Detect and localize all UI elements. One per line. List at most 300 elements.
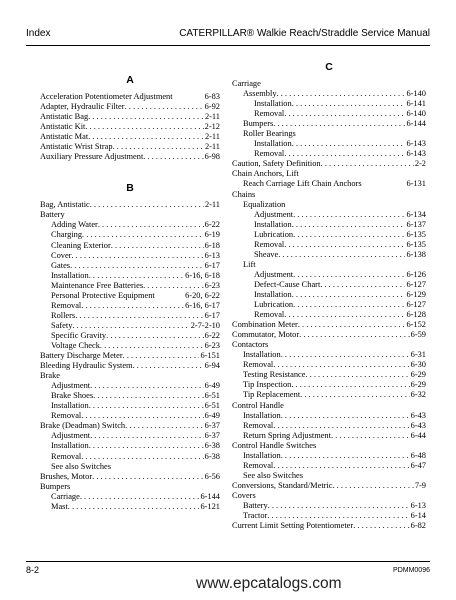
dot-leader [113, 142, 204, 152]
entry-term: Battery Discharge Meter [40, 351, 123, 361]
dot-leader [291, 380, 409, 390]
index-entry [40, 142, 220, 152]
index-entry [40, 381, 220, 391]
dot-leader [273, 360, 409, 370]
entry-page-ref: 6-143 [406, 139, 426, 149]
dot-leader [281, 451, 410, 461]
entry-page-ref: 6-137 [406, 219, 426, 229]
index-entry [232, 521, 426, 531]
entry-page-ref: 6-22 [204, 220, 220, 230]
entry-term: Acceleration Potentiometer Adjustment [40, 92, 173, 101]
dot-leader [90, 200, 204, 210]
dot-leader [293, 210, 405, 220]
index-entry [232, 370, 426, 380]
dot-leader [284, 149, 405, 159]
index-entry [40, 441, 220, 451]
entry-page-ref: 2-11 [204, 132, 220, 142]
entry-term: Mast [51, 501, 68, 511]
entry-page-ref: 6-82 [410, 521, 426, 531]
index-entry [232, 250, 426, 260]
index-entry [40, 102, 220, 112]
entry-page-ref: 6-135 [406, 239, 426, 249]
entry-page-ref: 6-38 [204, 441, 220, 451]
entry-term: Personal Protective Equipment [51, 290, 155, 300]
index-entry [232, 200, 426, 210]
entry-term: Adjustment [254, 269, 294, 279]
entry-term: Tractor [243, 511, 268, 521]
dot-leader [292, 139, 406, 149]
index-entry [232, 290, 426, 300]
entry-page-ref: 6-48 [410, 450, 426, 460]
entry-term: Removal [243, 460, 274, 470]
entry-page-ref: 6-135 [406, 229, 426, 239]
entry-term: Battery [243, 500, 268, 510]
dot-leader [268, 501, 410, 511]
entry-term: Covers [232, 490, 256, 500]
entry-page-ref: 6-144 [406, 119, 426, 129]
entry-page-ref: 6-20, 6-22 [185, 290, 220, 300]
dot-leader [321, 159, 414, 169]
index-entry [232, 89, 426, 99]
index-entry [232, 451, 426, 461]
entry-term: Installation [243, 450, 281, 460]
entry-page-ref: 6-121 [200, 501, 220, 511]
entry-term: Installation [51, 441, 89, 451]
dot-leader [125, 421, 204, 431]
index-entry [232, 431, 426, 441]
entry-term: Antistatic Bag [40, 112, 89, 122]
entry-page-ref: 6-134 [406, 209, 426, 219]
dot-leader [90, 431, 204, 441]
entry-term: Chain Anchors, Lift [232, 169, 299, 179]
index-entry [232, 280, 426, 290]
entry-term: Bumpers [40, 481, 71, 491]
entry-page-ref: 6-83 [204, 92, 220, 101]
entry-term: Control Handle Switches [232, 440, 317, 450]
entry-term: Brake [40, 371, 60, 381]
dot-leader [133, 361, 204, 371]
dot-leader [98, 220, 204, 230]
entry-term: Installation [51, 270, 89, 280]
index-entry [40, 152, 220, 162]
dot-leader [281, 411, 410, 421]
index-entry [232, 491, 426, 501]
index-entry [40, 271, 220, 281]
index-entry [232, 461, 426, 471]
dot-leader [284, 310, 405, 320]
entry-page-ref: 6-140 [406, 89, 426, 99]
dot-leader [89, 441, 204, 451]
entry-page-ref: 6-17 [204, 260, 220, 270]
index-entry [232, 99, 426, 109]
dot-leader [106, 331, 204, 341]
index-entry [40, 291, 220, 301]
entry-page-ref: 2-11 [204, 112, 220, 122]
index-entry [232, 119, 426, 129]
index-entry [232, 501, 426, 511]
index-entry [232, 340, 426, 350]
entry-term: Bumpers [243, 119, 274, 129]
footer-document-code: PDMM0096 [393, 567, 430, 574]
index-entry [40, 351, 220, 361]
entry-page-ref: 6-131 [406, 179, 426, 189]
entry-page-ref: 6-43 [410, 410, 426, 420]
entry-page-ref: 6-13 [410, 500, 426, 510]
dot-leader [292, 99, 406, 109]
entry-page-ref: 6-23 [204, 280, 220, 290]
index-entry [40, 331, 220, 341]
index-entry [232, 350, 426, 360]
dot-leader [284, 109, 405, 119]
index-entry [40, 321, 220, 331]
entry-term: Removal [51, 451, 82, 461]
index-entry [232, 210, 426, 220]
index-entry [232, 511, 426, 521]
dot-leader [72, 321, 189, 331]
header-manual-title: CATERPILLAR® Walkie Reach/Straddle Service Manual [179, 28, 430, 39]
entry-page-ref: 6-49 [204, 381, 220, 391]
entry-term: Brushes, Motor [40, 471, 93, 481]
index-entry [40, 112, 220, 122]
index-entry [40, 452, 220, 462]
entry-term: Removal [243, 420, 274, 430]
entry-term: Installation [254, 99, 292, 109]
dot-leader [273, 421, 409, 431]
entry-term: See also Switches [51, 461, 112, 471]
entry-page-ref: 6-32 [410, 390, 426, 400]
index-entry [40, 492, 220, 502]
index-entry [40, 482, 220, 492]
dot-leader [89, 401, 204, 411]
entry-term: Contactors [232, 340, 269, 350]
entry-term: Lubrication [254, 229, 294, 239]
entry-term: See also Switches [243, 470, 304, 480]
entry-term: Antistatic Wrist Strap [40, 142, 113, 152]
entry-page-ref: 6-127 [406, 279, 426, 289]
index-entry [40, 281, 220, 291]
entry-page-ref: 6-128 [406, 310, 426, 320]
entry-term: Testing Resistance [243, 370, 306, 380]
entry-page-ref: 6-151 [200, 351, 220, 361]
entry-page-ref: 6-141 [406, 99, 426, 109]
entry-term: Specific Gravity [51, 330, 107, 340]
entry-term: Installation [243, 410, 281, 420]
entry-page-ref: 6-31 [410, 350, 426, 360]
entry-term: Equalization [243, 199, 286, 209]
entry-term: Adapter, Hydraulic Filter [40, 102, 125, 112]
index-entry [232, 179, 426, 189]
index-entry [232, 421, 426, 431]
entry-term: Adjustment [254, 209, 294, 219]
index-entry [232, 300, 426, 310]
entry-term: Antistatic Kit [40, 122, 86, 132]
entry-page-ref: 7-9 [414, 480, 426, 490]
entry-term: Charging [51, 230, 83, 240]
entry-term: Voltage Check [51, 340, 100, 350]
index-entry [232, 109, 426, 119]
entry-page-ref: 6-16, 6-17 [185, 300, 220, 310]
entry-page-ref: 6-126 [406, 269, 426, 279]
entry-page-ref: 6-98 [204, 152, 220, 162]
entry-term: Carriage [232, 79, 261, 88]
index-entry [40, 421, 220, 431]
entry-term: Assembly [243, 89, 277, 99]
entry-page-ref: 6-13 [204, 250, 220, 260]
entry-term: Brake (Deadman) Switch [40, 421, 126, 431]
entry-term: Bag, Antistatic [40, 200, 90, 210]
entry-page-ref: 6-140 [406, 109, 426, 119]
entry-page-ref: 6-30 [410, 360, 426, 370]
entry-term: Carriage [51, 491, 80, 501]
entry-page-ref: 6-17 [204, 310, 220, 320]
entry-page-ref: 6-94 [204, 361, 220, 371]
dot-leader [143, 281, 204, 291]
entry-page-ref: 2-11 [204, 142, 220, 152]
entry-page-ref: 2-7-2-10 [190, 320, 220, 330]
dot-leader [273, 461, 409, 471]
dot-leader [278, 250, 405, 260]
index-entry [40, 122, 220, 132]
entry-term: Commutator, Motor [232, 330, 300, 340]
section-letter: C [325, 61, 333, 73]
entry-page-ref: 6-16, 6-18 [185, 270, 220, 280]
entry-page-ref: 6-22 [204, 330, 220, 340]
entry-term: Safety [51, 320, 73, 330]
index-entry [232, 471, 426, 481]
entry-term: Reach Carriage Lift Chain Anchors [243, 179, 362, 189]
index-entry [232, 481, 426, 491]
dot-leader [93, 391, 204, 401]
dot-leader [70, 261, 204, 271]
entry-page-ref: 6-92 [204, 102, 220, 112]
dot-leader [81, 452, 203, 462]
entry-page-ref: 6-138 [406, 249, 426, 259]
entry-term: Maintenance Free Batteries [51, 280, 144, 290]
entry-term: Removal [254, 310, 285, 320]
entry-page-ref: 6-29 [410, 370, 426, 380]
entry-term: Combination Meter [232, 320, 298, 330]
index-entry [40, 462, 220, 472]
index-column-right [232, 0, 426, 531]
index-entry [232, 390, 426, 400]
entry-term: Battery [40, 210, 65, 220]
index-entry [232, 360, 426, 370]
dot-leader [332, 481, 413, 491]
entry-term: Tip Inspection [243, 380, 292, 390]
dot-leader [125, 102, 204, 112]
dot-leader [81, 301, 184, 311]
dot-leader [90, 381, 204, 391]
entry-page-ref: 6-47 [410, 460, 426, 470]
index-entry [40, 431, 220, 441]
entry-page-ref: 6-152 [406, 320, 426, 330]
entry-page-ref: 2-11 [204, 200, 220, 210]
entry-page-ref: 6-51 [204, 401, 220, 411]
section-letter: B [126, 182, 134, 195]
index-entry [40, 132, 220, 142]
index-entry [232, 330, 426, 340]
entry-page-ref: 6-56 [204, 471, 220, 481]
entry-term: Adjustment [51, 431, 91, 441]
entry-term: Control Handle [232, 400, 284, 410]
dot-leader [273, 119, 405, 129]
dot-leader [100, 341, 204, 351]
entry-page-ref: 6-38 [204, 451, 220, 461]
entry-term: Installation [254, 289, 292, 299]
index-entry [232, 129, 426, 139]
entry-page-ref: 6-51 [204, 391, 220, 401]
dot-leader [68, 502, 200, 512]
dot-leader [293, 270, 405, 280]
dot-leader [320, 280, 405, 290]
dot-leader [293, 300, 405, 310]
entry-page-ref: 6-43 [410, 420, 426, 430]
dot-leader [143, 152, 203, 162]
entry-term: Lift [243, 259, 256, 269]
entry-term: Removal [254, 109, 285, 119]
index-entry [232, 190, 426, 200]
entry-page-ref: 6-127 [406, 300, 426, 310]
dot-leader [111, 241, 204, 251]
entry-term: Removal [243, 360, 274, 370]
entry-term: Installation [254, 139, 292, 149]
dot-leader [353, 521, 409, 531]
entry-term: Tip Replacement [243, 390, 301, 400]
index-entry [40, 411, 220, 421]
dot-leader [281, 350, 410, 360]
entry-page-ref: 6-59 [410, 330, 426, 340]
index-entry [40, 391, 220, 401]
header-section-title: Index [26, 28, 51, 39]
index-entry [40, 341, 220, 351]
entry-term: Chains [232, 189, 256, 199]
dot-leader [88, 112, 204, 122]
index-entry [232, 270, 426, 280]
dot-leader [267, 511, 409, 521]
dot-leader [305, 370, 409, 380]
dot-leader [331, 431, 410, 441]
dot-leader [92, 472, 204, 482]
entry-term: Bleeding Hydraulic System [40, 361, 133, 371]
index-entry [232, 260, 426, 270]
dot-leader [85, 122, 203, 132]
index-entry [40, 311, 220, 321]
entry-page-ref: 6-14 [410, 511, 426, 521]
entry-page-ref: 6-37 [204, 421, 220, 431]
index-entry [232, 401, 426, 411]
dot-leader [71, 251, 203, 261]
index-entry [40, 371, 220, 381]
entry-page-ref: 6-44 [410, 430, 426, 440]
entry-term: Brake Shoes [51, 391, 94, 401]
entry-page-ref: 6-49 [204, 411, 220, 421]
entry-term: Rollers [51, 310, 76, 320]
index-entry [40, 210, 220, 220]
index-entry [40, 502, 220, 512]
dot-leader [82, 230, 204, 240]
dot-leader [89, 271, 184, 281]
dot-leader [277, 89, 406, 99]
entry-term: Removal [51, 300, 82, 310]
entry-term: Removal [254, 149, 285, 159]
entry-term: Defect-Cause Chart [254, 279, 321, 289]
dot-leader [300, 390, 409, 400]
entry-page-ref: 6-23 [204, 340, 220, 350]
dot-leader [299, 330, 410, 340]
entry-term: Caution, Safety Definition [232, 159, 321, 169]
entry-term: Conversions, Standard/Metric [232, 480, 333, 490]
index-entry [40, 220, 220, 230]
index-entry [232, 320, 426, 330]
entry-page-ref: 6-129 [406, 289, 426, 299]
entry-term: Cleaning Exterior [51, 240, 111, 250]
dot-leader [298, 320, 406, 330]
index-entry [232, 411, 426, 421]
index-entry [232, 380, 426, 390]
index-entry [232, 159, 426, 169]
entry-term: Installation [243, 350, 281, 360]
index-entry [232, 139, 426, 149]
entry-term: Gates [51, 260, 71, 270]
entry-page-ref: 6-29 [410, 380, 426, 390]
entry-page-ref: 6-37 [204, 431, 220, 441]
index-entry [232, 79, 426, 89]
entry-term: Cover [51, 250, 72, 260]
dot-leader [292, 290, 406, 300]
entry-term: Current Limit Setting Potentiometer [232, 521, 354, 531]
index-entry [232, 169, 426, 179]
section-letter: A [126, 74, 134, 86]
entry-term: Antistatic Mat [40, 132, 89, 142]
dot-leader [75, 311, 203, 321]
dot-leader [80, 492, 200, 502]
index-entry [232, 310, 426, 320]
index-entry [40, 301, 220, 311]
index-entry [232, 240, 426, 250]
entry-term: Sheave [254, 249, 279, 259]
dot-leader [123, 351, 200, 361]
dot-leader [284, 240, 405, 250]
index-entry [40, 92, 220, 102]
dot-leader [88, 132, 204, 142]
index-entry [40, 241, 220, 251]
entry-term: Adding Water [51, 220, 98, 230]
dot-leader [81, 411, 203, 421]
watermark-text: www.epcatalogs.com [196, 575, 342, 592]
dot-leader [293, 230, 405, 240]
index-entry [40, 200, 220, 210]
footer-rule [26, 561, 430, 562]
entry-page-ref: 6-144 [200, 491, 220, 501]
index-entry [40, 401, 220, 411]
entry-term: Auxiliary Pressure Adjustment [40, 152, 144, 162]
entry-term: Removal [51, 411, 82, 421]
index-entry [232, 441, 426, 451]
entry-page-ref: 6-143 [406, 149, 426, 159]
entry-page-ref: 6-19 [204, 230, 220, 240]
footer-page-number: 8-2 [26, 565, 40, 575]
index-entry [40, 361, 220, 371]
index-entry [232, 149, 426, 159]
index-column-left [40, 0, 220, 512]
entry-term: Lubrication [254, 300, 294, 310]
entry-term: Adjustment [51, 381, 91, 391]
index-entry [40, 230, 220, 240]
entry-term: Roller Bearings [243, 129, 296, 139]
entry-page-ref: 6-18 [204, 240, 220, 250]
index-entry [232, 230, 426, 240]
entry-term: Installation [254, 219, 292, 229]
